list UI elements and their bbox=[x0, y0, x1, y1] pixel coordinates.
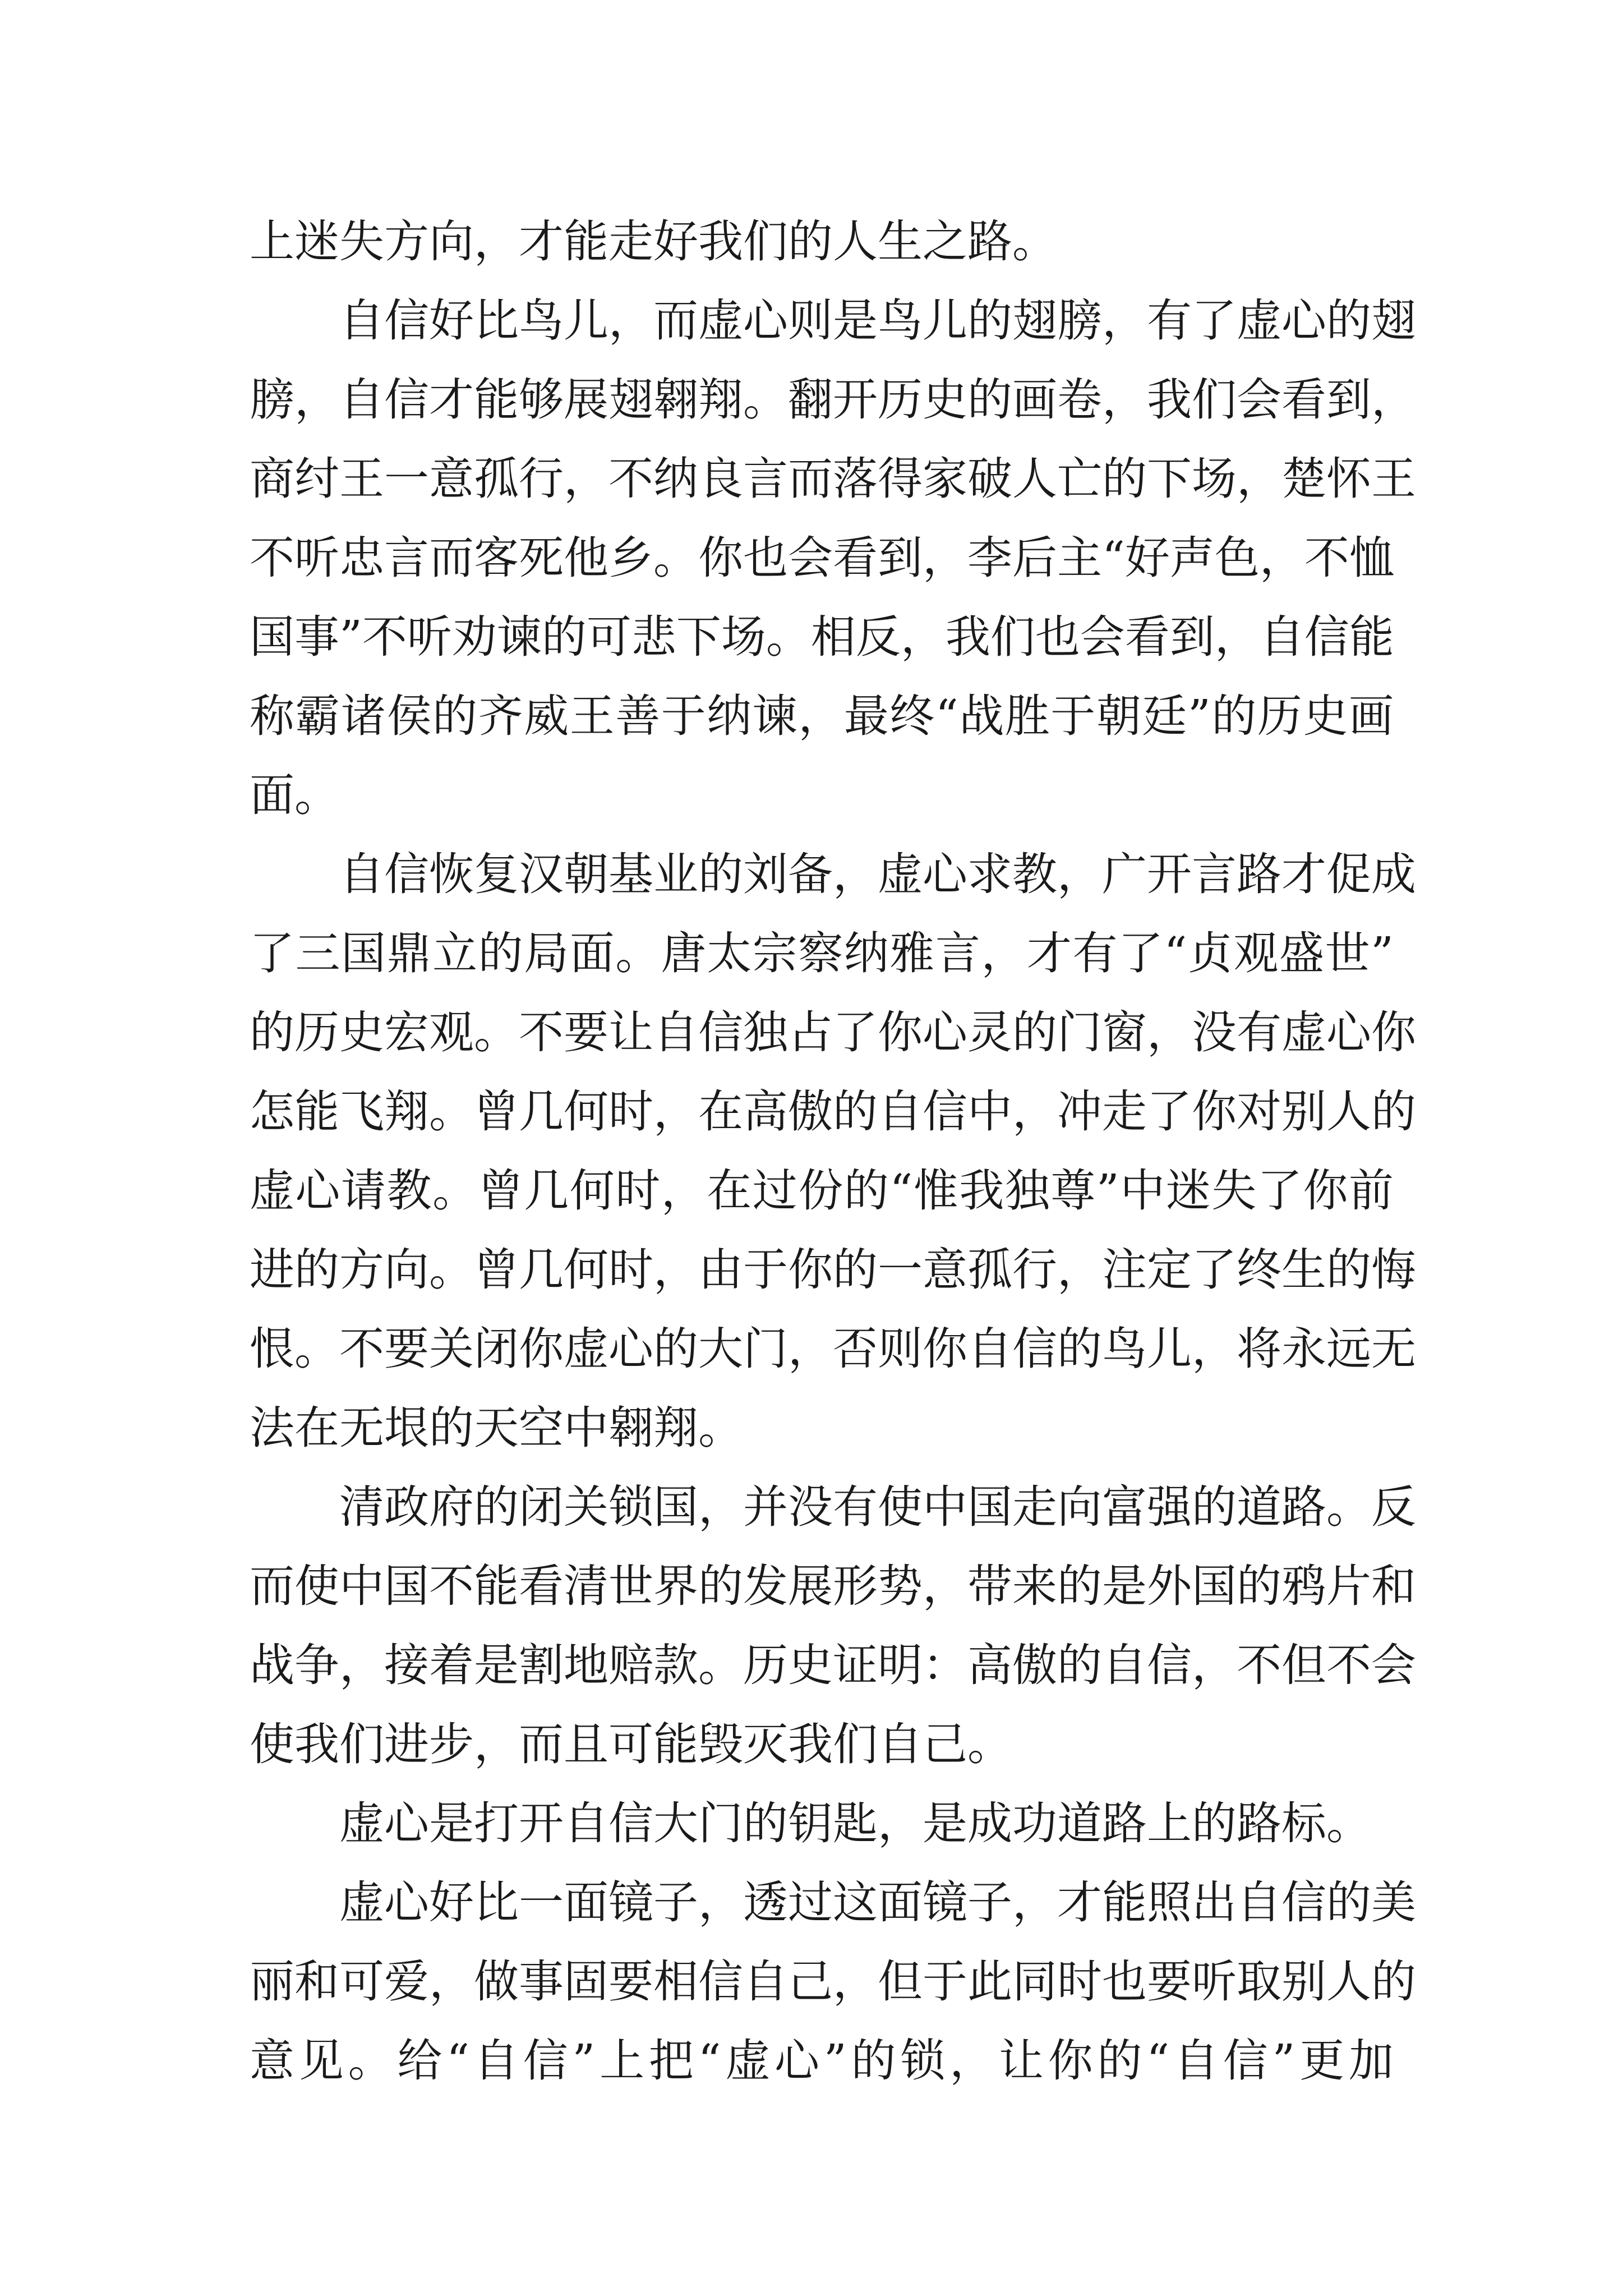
text-line: 丽和可爱，做事固要相信自己，但于此同时也要听取别人的 bbox=[250, 1955, 1416, 2008]
text-line: 国事”不听劝谏的可悲下场。相反，我们也会看到，自信能 bbox=[250, 611, 1394, 663]
text-line: 而使中国不能看清世界的发展形势，带来的是外国的鸦片和 bbox=[250, 1560, 1416, 1612]
text-line: 商纣王一意孤行，不纳良言而落得家破人亡的下场，楚怀王 bbox=[250, 453, 1416, 505]
text-line: 虚心好比一面镜子，透过这面镜子，才能照出自信的美 bbox=[339, 1876, 1416, 1929]
text-line: 清政府的闭关锁国，并没有使中国走向富强的道路。反 bbox=[339, 1481, 1416, 1533]
text-line: 恨。不要关闭你虚心的大门，否则你自信的鸟儿，将永远无 bbox=[250, 1323, 1416, 1375]
text-line: 使我们进步，而且可能毁灭我们自己。 bbox=[250, 1718, 1012, 1770]
text-line: 的历史宏观。不要让自信独占了你心灵的门窗，没有虚心你 bbox=[250, 1006, 1416, 1059]
text-line: 意见。给“自信”上把“虚心”的锁，让你的“自信”更加 bbox=[250, 2035, 1394, 2087]
text-line: 虚心是打开自信大门的钥匙，是成功道路上的路标。 bbox=[339, 1797, 1371, 1849]
text-line: 自信恢复汉朝基业的刘备，虚心求教，广开言路才促成 bbox=[339, 848, 1416, 900]
text-line: 面。 bbox=[250, 769, 339, 821]
text-line: 了三国鼎立的局面。唐太宗察纳雅言，才有了“贞观盛世” bbox=[250, 927, 1394, 979]
text-line: 自信好比鸟儿，而虚心则是鸟儿的翅膀，有了虚心的翅 bbox=[339, 295, 1416, 347]
text-line: 进的方向。曾几何时，由于你的一意孤行，注定了终生的悔 bbox=[250, 1244, 1416, 1296]
text-line: 虚心请教。曾几何时，在过份的“惟我独尊”中迷失了你前 bbox=[250, 1165, 1394, 1217]
text-line: 怎能飞翔。曾几何时，在高傲的自信中，冲走了你对别人的 bbox=[250, 1085, 1416, 1138]
text-line: 称霸诸侯的齐威王善于纳谏，最终“战胜于朝廷”的历史画 bbox=[250, 690, 1394, 742]
text-line: 法在无垠的天空中翱翔。 bbox=[250, 1402, 743, 1454]
text-line: 膀，自信才能够展翅翱翔。翻开历史的画卷，我们会看到， bbox=[250, 374, 1416, 426]
text-line: 上迷失方向，才能走好我们的人生之路。 bbox=[250, 215, 1057, 268]
text-line: 战争，接着是割地赔款。历史证明：高傲的自信，不但不会 bbox=[250, 1639, 1416, 1691]
body-text bbox=[250, 202, 1416, 2100]
text-line: 不听忠言而客死他乡。你也会看到，李后主“好声色，不恤 bbox=[250, 532, 1394, 584]
